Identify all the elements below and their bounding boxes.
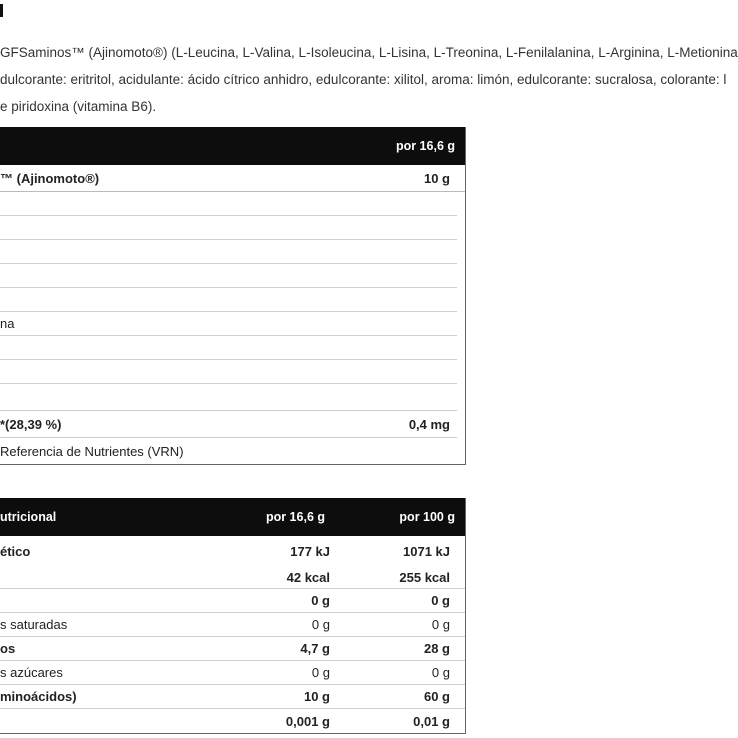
row-label: os	[0, 641, 16, 656]
row-value-portion: 0,001 g	[285, 713, 330, 729]
table-row	[0, 240, 457, 264]
row-value-portion: 0 g	[311, 593, 330, 608]
table-row	[0, 685, 465, 709]
row-value-100g: 0 g	[431, 617, 450, 632]
row-value-100g: 0,01 g	[413, 713, 450, 729]
row-label: s azúcares	[0, 665, 63, 680]
row-label: minoácidos)	[0, 689, 77, 704]
row-value-portion: 0 g	[311, 665, 330, 680]
row-value-portion: 42 kcal	[286, 569, 330, 585]
table-row	[0, 288, 457, 312]
row-value-100g: 60 g	[423, 689, 450, 704]
composition-table	[0, 127, 466, 465]
row-value-100g: 0 g	[431, 593, 450, 608]
table-row	[0, 360, 457, 384]
row-label: ético	[0, 543, 31, 559]
row-label: na	[0, 316, 15, 331]
table-row	[0, 336, 457, 360]
table-row	[0, 216, 457, 240]
row-label: s saturadas	[0, 617, 68, 632]
table-row	[0, 312, 457, 336]
row-value-portion: 10 g	[303, 689, 330, 704]
column-header-portion: por 16,6 g	[395, 139, 455, 153]
composition-table-header	[0, 127, 465, 165]
table-row	[0, 192, 457, 216]
table-row	[0, 661, 465, 685]
row-value-portion: 4,7 g	[300, 641, 330, 656]
row-value-100g: 0 g	[431, 665, 450, 680]
table-row	[0, 589, 465, 613]
table-row	[0, 637, 465, 661]
row-value: 0,4 mg	[408, 416, 450, 432]
ingredients-line-1: GFSaminos™ (Ajinomoto®) (L-Leucina, L-Valina, L-Isoleucina, L-Lisina, L-Treonina, L-Fenilalanina, L-Arginina, L-Metionina	[0, 45, 738, 60]
table-row	[0, 613, 465, 637]
column-header-100g: por 100 g	[399, 510, 455, 524]
row-value-portion: 177 kJ	[290, 543, 330, 559]
row-value-100g: 28 g	[423, 641, 450, 656]
row-value-100g: 1071 kJ	[403, 543, 450, 559]
ingredients-line-3: e piridoxina (vitamina B6).	[0, 99, 157, 114]
ingredients-line-2: dulcorante: eritritol, acidulante: ácido cítrico anhidro, edulcorante: xilitol, aroma: limón, edulcorante: sucralosa, colorante: l	[0, 72, 727, 87]
ingredients-text	[0, 40, 738, 121]
table-row	[0, 165, 465, 192]
footnote-text: Referencia de Nutrientes (VRN)	[0, 443, 184, 459]
row-value-portion: 0 g	[311, 617, 330, 632]
table-row	[0, 536, 465, 566]
column-header-nutrient: utricional	[0, 510, 57, 524]
table-footnote	[0, 438, 465, 464]
table-row	[0, 384, 457, 411]
row-label: *(28,39 %)	[0, 416, 62, 432]
nutrition-table	[0, 498, 466, 734]
table-row	[0, 566, 465, 589]
column-header-portion: por 16,6 g	[265, 510, 325, 524]
table-row	[0, 264, 457, 288]
row-value: 10 g	[423, 170, 450, 186]
row-value-100g: 255 kcal	[399, 569, 450, 585]
heading-fragment	[0, 4, 3, 17]
nutrition-table-header	[0, 498, 465, 536]
table-row	[0, 411, 457, 438]
table-row	[0, 709, 465, 733]
row-label: ™ (Ajinomoto®)	[0, 170, 100, 186]
